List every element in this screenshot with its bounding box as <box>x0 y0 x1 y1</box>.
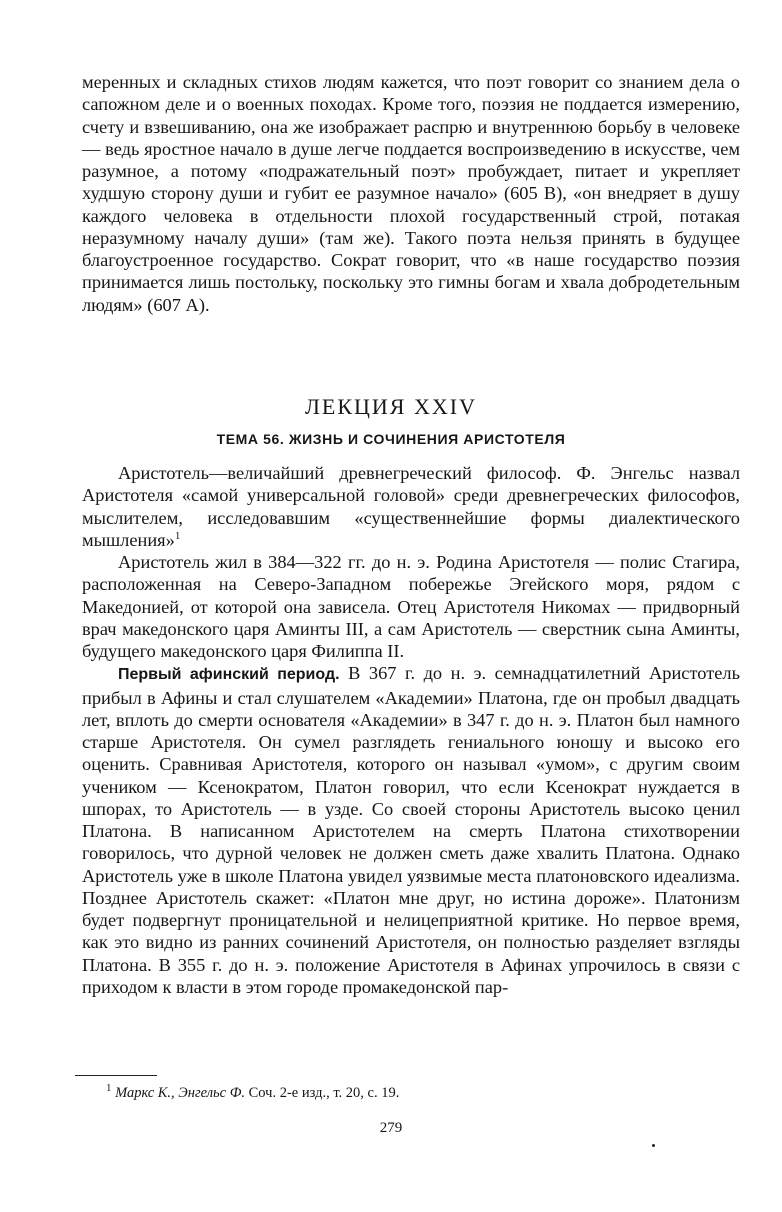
print-speck <box>652 1144 655 1147</box>
paragraph-text: В 367 г. до н. э. семнадцатилетний Аристотель прибыл в Афины и стал слушателем «Академии» Платона, где он пробыл двадцать лет, вплоть до смерти основателя «Академии» в 347 г. до н. э. Платон был намного старше Аристотеля. Он сумел разглядеть гениального юношу и высоко его оценить. Сравнивая Аристотеля, которого он называл «умом», с другим своим учеником — Ксенократом, Платон говорил, что если Ксенократ нуждается в шпорах, то Аристотель — в узде. Со своей стороны Аристотель высоко ценил Платона. В написанном Аристотелем на смерть Платона стихотворении говорилось, что дурной человек не должен сметь даже хвалить Платона. Однако Аристотель уже в школе Платона увидел уязвимые места платоновского идеализма. Позднее Аристотель скажет: «Платон мне друг, но истина дороже». Платонизм будет подвергнут проницательной и нелицеприятной критике. Но первое время, как это видно из ранних сочинений Аристотеля, он полностью разделяет взгляды Платона. В 355 г. до н. э. положение Аристотеля в Афинах упрочилось в связи с приходом к власти в этом городе промакедонской пар- <box>82 663 740 997</box>
paragraph-biography <box>82 551 740 662</box>
lecture-heading <box>0 393 782 447</box>
continuation-paragraph <box>82 71 740 316</box>
footnote-divider <box>75 1075 157 1076</box>
footnote-mark: 1 <box>106 1082 112 1095</box>
footnote-reference[interactable]: 1 <box>174 529 181 542</box>
continuation-text: меренных и складных стихов людям кажется, что поэт говорит со знанием дела о сапожном деле и о военных походах. Кроме того, поэзия не поддается измерению, счету и взвешиванию, она же изображает распрю и внутреннюю борьбу в человеке — ведь яростное начало в душе легче поддается воспроизведению в искусстве, чем разумное, а потому «подражательный поэт» пробуждает, питает и укрепляет худшую сторону души и губит ее разумное начало» (605 В), «он внедряет в душу каждого человека в отдельности плохой государственный строй, потакая неразумному началу души» (там же). Такого поэта нельзя принять в будущее благоустроенное государство. Сократ говорит, что «в наше государство поэзия принимается лишь постольку, поскольку это гимны богам и хвала добродетельным людям» (607 А). <box>82 72 740 315</box>
footnote <box>106 1082 400 1102</box>
paragraph-first-athens-period <box>82 662 740 998</box>
page-number: 279 <box>379 1120 403 1136</box>
lecture-title: ЛЕКЦИЯ XXIV <box>305 394 477 419</box>
footnote-authors: Маркс К., Энгельс Ф. <box>115 1085 245 1101</box>
footnote-text: Соч. 2-е изд., т. 20, с. 19. <box>244 1085 400 1101</box>
paragraph-intro <box>82 462 740 551</box>
paragraph-text: Аристотель—величайший древнегреческий философ. Ф. Энгельс назвал Аристотеля «самой универсальной головой» среди древнегреческих философов, мыслителем, исследовавшим «существеннейшие формы диалектического мышления» <box>82 463 740 550</box>
lecture-body <box>82 462 740 998</box>
topic-title: ТЕМА 56. ЖИЗНЬ И СОЧИНЕНИЯ АРИСТОТЕЛЯ <box>216 431 566 447</box>
section-lead: Первый афинский период. <box>118 666 340 684</box>
paragraph-text: Аристотель жил в 384—322 гг. до н. э. Родина Аристотеля — полис Стагира, расположенная на Северо-Западном побережье Эгейского моря, рядом с Македонией, от которой она зависела. Отец Аристотеля Никомах — придворный врач македонского царя Аминты III, а сам Аристотель — сверстник сына Аминты, будущего македонского царя Филиппа II. <box>82 552 740 661</box>
